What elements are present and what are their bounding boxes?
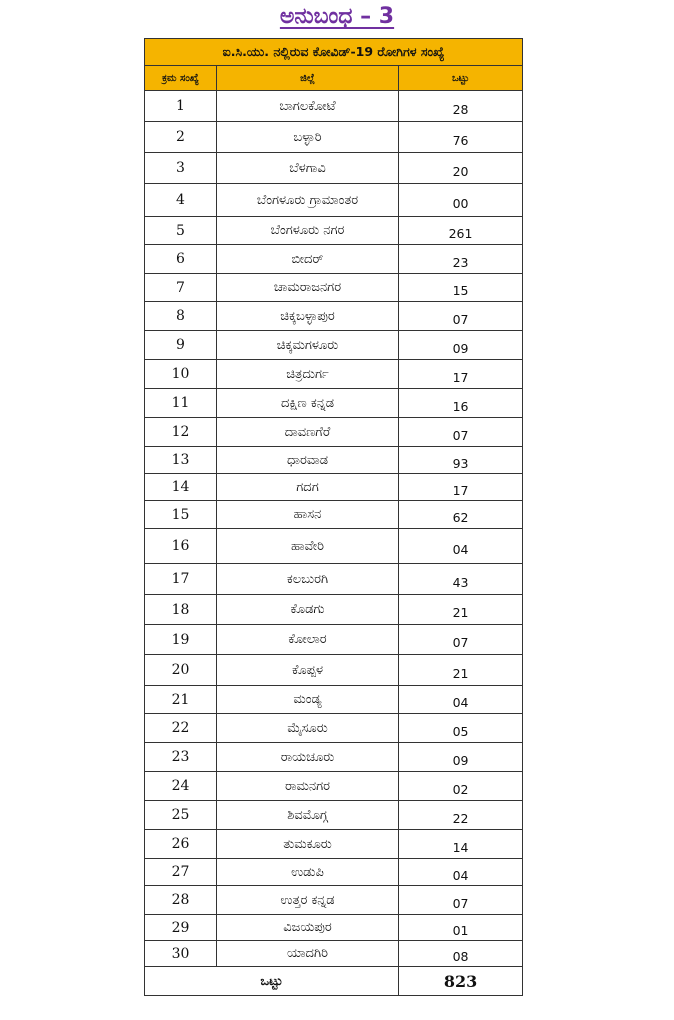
serial-number: 21 xyxy=(145,686,217,714)
page-title: ಅನುಬಂಧ – 3 xyxy=(279,4,395,29)
district-name: ಬೆಳಗಾವಿ xyxy=(217,153,399,184)
district-name: ವಿಜಯಪುರ xyxy=(217,915,399,941)
district-name: ಶಿವಮೊಗ್ಗ xyxy=(217,801,399,830)
table-row xyxy=(145,714,523,743)
district-name: ಉತ್ತರ ಕನ್ನಡ xyxy=(217,886,399,915)
district-name: ತುಮಕೂರು xyxy=(217,830,399,859)
district-name: ಮಂಡ್ಯ xyxy=(217,686,399,714)
patient-count: 08 xyxy=(399,941,523,967)
district-name: ಕಲಬುರಗಿ xyxy=(217,564,399,595)
serial-number: 28 xyxy=(145,886,217,915)
patient-count: 93 xyxy=(399,447,523,474)
table-row xyxy=(145,772,523,801)
table-row xyxy=(145,331,523,360)
patient-count: 15 xyxy=(399,274,523,302)
patient-count: 16 xyxy=(399,389,523,418)
serial-number: 24 xyxy=(145,772,217,801)
serial-number: 17 xyxy=(145,564,217,595)
patient-count: 01 xyxy=(399,915,523,941)
serial-number: 18 xyxy=(145,595,217,625)
table-row xyxy=(145,245,523,274)
serial-number: 26 xyxy=(145,830,217,859)
patient-count: 05 xyxy=(399,714,523,743)
district-name: ರಾಮನಗರ xyxy=(217,772,399,801)
district-name: ಕೋಲಾರ xyxy=(217,625,399,655)
patient-count: 21 xyxy=(399,595,523,625)
serial-number: 7 xyxy=(145,274,217,302)
district-name: ಉಡುಪಿ xyxy=(217,859,399,886)
table-row xyxy=(145,529,523,564)
serial-number: 23 xyxy=(145,743,217,772)
table-row xyxy=(145,274,523,302)
serial-number: 3 xyxy=(145,153,217,184)
serial-number: 25 xyxy=(145,801,217,830)
serial-number: 19 xyxy=(145,625,217,655)
icu-patients-table xyxy=(144,38,523,996)
serial-number: 14 xyxy=(145,474,217,501)
serial-number: 1 xyxy=(145,91,217,122)
district-name: ಹಾಸನ xyxy=(217,501,399,529)
patient-count: 17 xyxy=(399,474,523,501)
serial-number: 11 xyxy=(145,389,217,418)
district-name: ಬಳ್ಳಾರಿ xyxy=(217,122,399,153)
patient-count: 07 xyxy=(399,886,523,915)
serial-number: 13 xyxy=(145,447,217,474)
patient-count: 04 xyxy=(399,859,523,886)
serial-number: 20 xyxy=(145,655,217,686)
patient-count: 00 xyxy=(399,184,523,217)
table-row xyxy=(145,743,523,772)
table-row xyxy=(145,418,523,447)
table-row xyxy=(145,91,523,122)
serial-number: 12 xyxy=(145,418,217,447)
patient-count: 261 xyxy=(399,217,523,245)
serial-number: 8 xyxy=(145,302,217,331)
total-value: 823 xyxy=(399,967,523,996)
table-row xyxy=(145,886,523,915)
patient-count: 62 xyxy=(399,501,523,529)
patient-count: 23 xyxy=(399,245,523,274)
serial-number: 16 xyxy=(145,529,217,564)
table-row xyxy=(145,625,523,655)
patient-count: 09 xyxy=(399,743,523,772)
district-name: ದಕ್ಷಿಣ ಕನ್ನಡ xyxy=(217,389,399,418)
header-serial-no: ಕ್ರಮ ಸಂಖ್ಯೆ xyxy=(145,66,217,91)
district-name: ರಾಯಚೂರು xyxy=(217,743,399,772)
serial-number: 29 xyxy=(145,915,217,941)
table-row xyxy=(145,474,523,501)
total-label: ಒಟ್ಟು xyxy=(145,967,399,996)
table-row xyxy=(145,501,523,529)
table-row xyxy=(145,830,523,859)
district-name: ಯಾದಗಿರಿ xyxy=(217,941,399,967)
serial-number: 10 xyxy=(145,360,217,389)
table-row xyxy=(145,915,523,941)
serial-number: 9 xyxy=(145,331,217,360)
table-row xyxy=(145,184,523,217)
district-name: ಬಾಗಲಕೋಟೆ xyxy=(217,91,399,122)
district-name: ಬೀದರ್ xyxy=(217,245,399,274)
serial-number: 22 xyxy=(145,714,217,743)
serial-number: 6 xyxy=(145,245,217,274)
patient-count: 04 xyxy=(399,686,523,714)
district-name: ಹಾವೇರಿ xyxy=(217,529,399,564)
district-name: ಕೊಡಗು xyxy=(217,595,399,625)
patient-count: 21 xyxy=(399,655,523,686)
table-row xyxy=(145,217,523,245)
serial-number: 15 xyxy=(145,501,217,529)
table-banner: ಐ.ಸಿ.ಯು. ನಲ್ಲಿರುವ ಕೋವಿಡ್-19 ರೋಗಿಗಳ ಸಂಖ್ಯೆ xyxy=(145,39,523,66)
table-row xyxy=(145,655,523,686)
header-district: ಜಿಲ್ಲೆ xyxy=(217,66,399,91)
patient-count: 14 xyxy=(399,830,523,859)
table-row xyxy=(145,302,523,331)
district-name: ಬೆಂಗಳೂರು ಗ್ರಾಮಾಂತರ xyxy=(217,184,399,217)
patient-count: 07 xyxy=(399,625,523,655)
table-row xyxy=(145,360,523,389)
patient-count: 07 xyxy=(399,302,523,331)
patient-count: 20 xyxy=(399,153,523,184)
patient-count: 76 xyxy=(399,122,523,153)
district-name: ಮೈಸೂರು xyxy=(217,714,399,743)
district-name: ದಾವಣಗೆರೆ xyxy=(217,418,399,447)
district-name: ಕೊಪ್ಪಳ xyxy=(217,655,399,686)
table-row xyxy=(145,941,523,967)
patient-count: 22 xyxy=(399,801,523,830)
serial-number: 30 xyxy=(145,941,217,967)
patient-count: 04 xyxy=(399,529,523,564)
serial-number: 5 xyxy=(145,217,217,245)
table-row xyxy=(145,686,523,714)
table-row xyxy=(145,389,523,418)
district-name: ಚಿತ್ರದುರ್ಗ xyxy=(217,360,399,389)
table-row xyxy=(145,564,523,595)
serial-number: 2 xyxy=(145,122,217,153)
table-row xyxy=(145,447,523,474)
district-name: ಧಾರವಾಡ xyxy=(217,447,399,474)
patient-count: 17 xyxy=(399,360,523,389)
table-row xyxy=(145,153,523,184)
table-row xyxy=(145,595,523,625)
patient-count: 02 xyxy=(399,772,523,801)
table-row xyxy=(145,859,523,886)
district-name: ಚಾಮರಾಜನಗರ xyxy=(217,274,399,302)
district-name: ಬೆಂಗಳೂರು ನಗರ xyxy=(217,217,399,245)
district-name: ಗದಗ xyxy=(217,474,399,501)
table-row xyxy=(145,122,523,153)
serial-number: 4 xyxy=(145,184,217,217)
district-name: ಚಿಕ್ಕಮಗಳೂರು xyxy=(217,331,399,360)
patient-count: 43 xyxy=(399,564,523,595)
patient-count: 09 xyxy=(399,331,523,360)
patient-count: 07 xyxy=(399,418,523,447)
table-row xyxy=(145,801,523,830)
header-total: ಒಟ್ಟು xyxy=(399,66,523,91)
patient-count: 28 xyxy=(399,91,523,122)
serial-number: 27 xyxy=(145,859,217,886)
district-name: ಚಿಕ್ಕಬಳ್ಳಾಪುರ xyxy=(217,302,399,331)
total-row xyxy=(145,967,523,996)
